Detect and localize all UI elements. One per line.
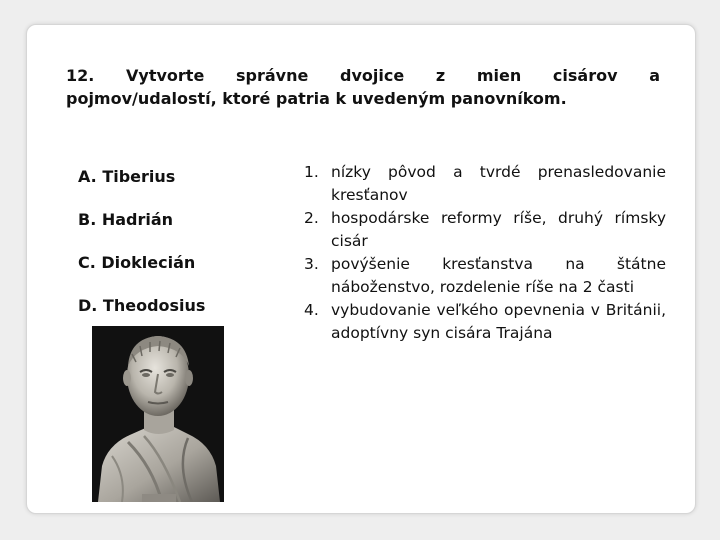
question-line-1: 12. Vytvorte správne dvojice z mien cisárov a — [66, 66, 660, 85]
event-text: hospodárske reformy ríše, druhý rímsky cisár — [331, 209, 666, 250]
event-number: 4. — [304, 301, 319, 319]
emperor-option-d: D. Theodosius — [78, 296, 206, 315]
event-item-4 — [296, 299, 666, 345]
event-text: povýšenie kresťanstva na štátne náboženstvo, rozdelenie ríše na 2 časti — [331, 255, 666, 296]
event-text: nízky pôvod a tvrdé prenasledovanie kresťanov — [331, 163, 666, 204]
bust-illustration — [92, 326, 224, 502]
event-list — [296, 161, 666, 345]
question-text — [66, 64, 660, 110]
event-number: 3. — [304, 255, 319, 273]
emperor-option-b: B. Hadrián — [78, 210, 174, 229]
event-item-3 — [296, 253, 666, 299]
emperor-option-c: C. Dioklecián — [78, 253, 196, 272]
event-text: vybudovanie veľkého opevnenia v Británii, adoptívny syn cisára Trajána — [331, 301, 666, 342]
emperor-list — [78, 166, 205, 338]
event-item-1 — [296, 161, 666, 207]
emperor-bust-image — [92, 326, 224, 502]
emperor-option-a: A. Tiberius — [78, 167, 176, 186]
event-number: 1. — [304, 163, 319, 181]
event-number: 2. — [304, 209, 319, 227]
event-item-2 — [296, 207, 666, 253]
question-line-2: pojmov/udalostí, ktoré patria k uvedeným panovníkom. — [66, 89, 567, 108]
